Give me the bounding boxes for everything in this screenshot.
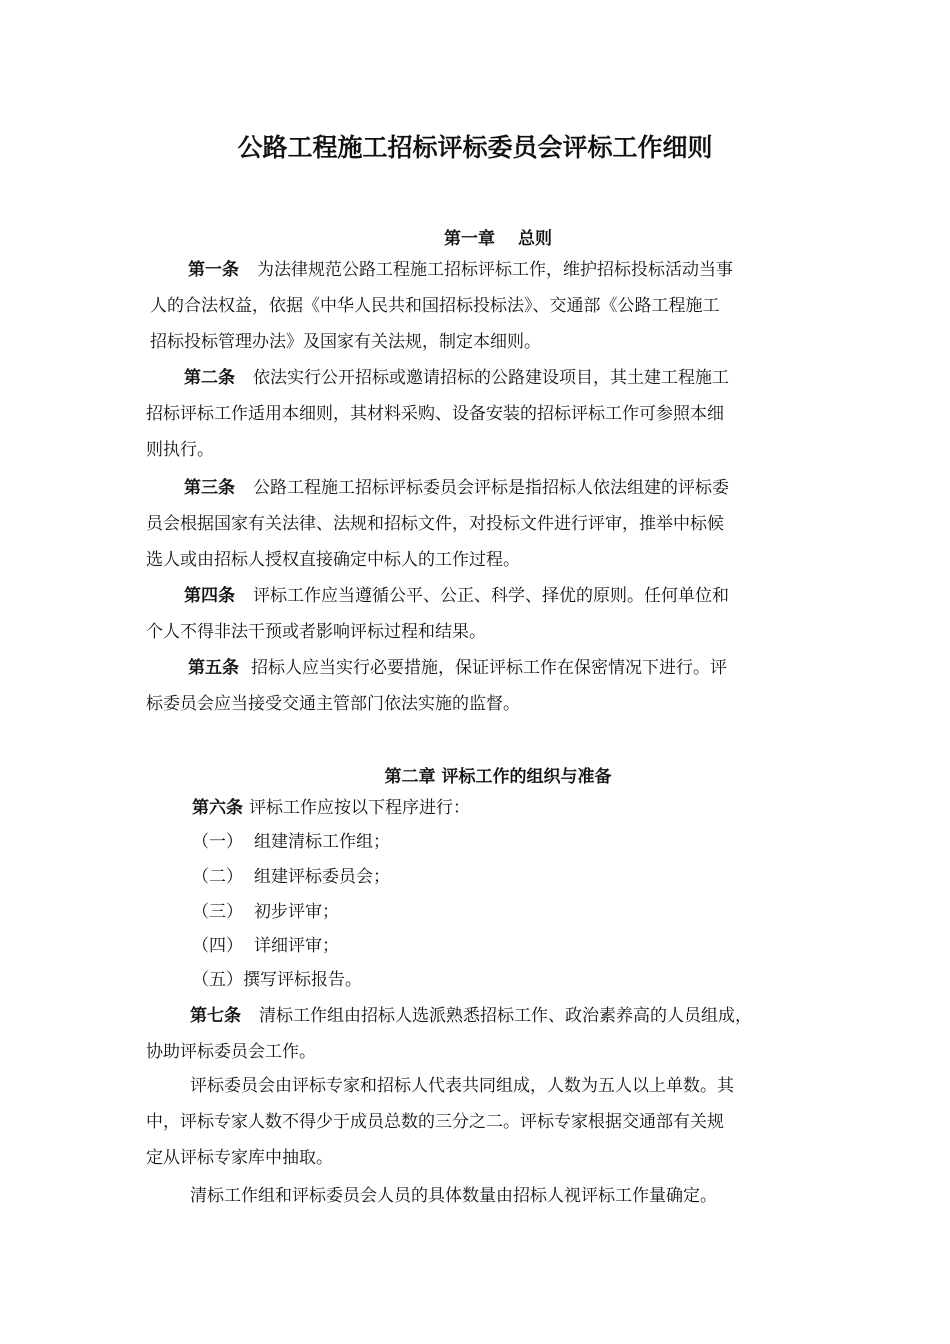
article-5-label: 第五条 <box>188 658 239 678</box>
article-2-label: 第二条 <box>184 368 235 388</box>
article-1-line-1: 第一条 为法律规范公路工程施工招标评标工作，维护招标投标活动当事 <box>188 260 733 280</box>
article-4-line-2: 个人不得非法干预或者影响评标过程和结果。 <box>146 622 486 642</box>
paragraph-2-line-1: 清标工作组和评标委员会人员的具体数量由招标人视评标工作量确定。 <box>190 1186 717 1206</box>
article-7-label: 第七条 <box>190 1006 241 1026</box>
article-3-line-3: 选人或由招标人授权直接确定中标人的工作过程。 <box>146 550 520 570</box>
paragraph-1-line-3: 定从评标专家库中抽取。 <box>146 1148 333 1168</box>
article-5-line-1: 第五条 招标人应当实行必要措施，保证评标工作在保密情况下进行。评 <box>188 658 727 678</box>
article-6-label: 第六条 <box>192 798 243 818</box>
list-item-2: （二） 组建评标委员会； <box>192 867 390 887</box>
list-item-3: （三） 初步评审； <box>192 902 339 922</box>
list-item-4: （四） 详细评审； <box>192 936 339 956</box>
list-item-5: （五）撰写评标报告。 <box>192 970 362 990</box>
article-3-label: 第三条 <box>184 478 235 498</box>
article-2-line-2: 招标评标工作适用本细则，其材料采购、设备安装的招标评标工作可参照本细 <box>146 404 724 424</box>
article-6-line-1: 第六条 评标工作应按以下程序进行： <box>192 798 470 818</box>
article-7-line-1: 第七条 清标工作组由招标人选派熟悉招标工作、政治素养高的人员组成， <box>190 1006 752 1026</box>
article-5-line-2: 标委员会应当接受交通主管部门依法实施的监督。 <box>146 694 520 714</box>
document-title: 公路工程施工招标评标委员会评标工作细则 <box>237 133 713 162</box>
chapter-1-heading: 第一章 总则 <box>444 229 552 249</box>
article-2-line-1: 第二条 依法实行公开招标或邀请招标的公路建设项目，其土建工程施工 <box>184 368 729 388</box>
article-4-line-1: 第四条 评标工作应当遵循公平、公正、科学、择优的原则。任何单位和 <box>184 586 729 606</box>
article-1-line-3: 招标投标管理办法》及国家有关法规，制定本细则。 <box>150 332 541 352</box>
article-1-label: 第一条 <box>188 260 239 280</box>
article-7-line-2: 协助评标委员会工作。 <box>146 1042 316 1062</box>
paragraph-1-line-1: 评标委员会由评标专家和招标人代表共同组成，人数为五人以上单数。其 <box>190 1076 734 1096</box>
article-3-line-1: 第三条 公路工程施工招标评标委员会评标是指招标人依法组建的评标委 <box>184 478 729 498</box>
list-item-1: （一） 组建清标工作组； <box>192 832 390 852</box>
article-4-label: 第四条 <box>184 586 235 606</box>
article-2-line-3: 则执行。 <box>146 440 214 460</box>
article-1-line-2: 人的合法权益，依据《中华人民共和国招标投标法》、交通部《公路工程施工 <box>150 296 720 316</box>
article-3-line-2: 员会根据国家有关法律、法规和招标文件，对投标文件进行评审，推举中标候 <box>146 514 724 534</box>
chapter-2-heading: 第二章 评标工作的组织与准备 <box>384 767 612 787</box>
paragraph-1-line-2: 中，评标专家人数不得少于成员总数的三分之二。评标专家根据交通部有关规 <box>146 1112 724 1132</box>
